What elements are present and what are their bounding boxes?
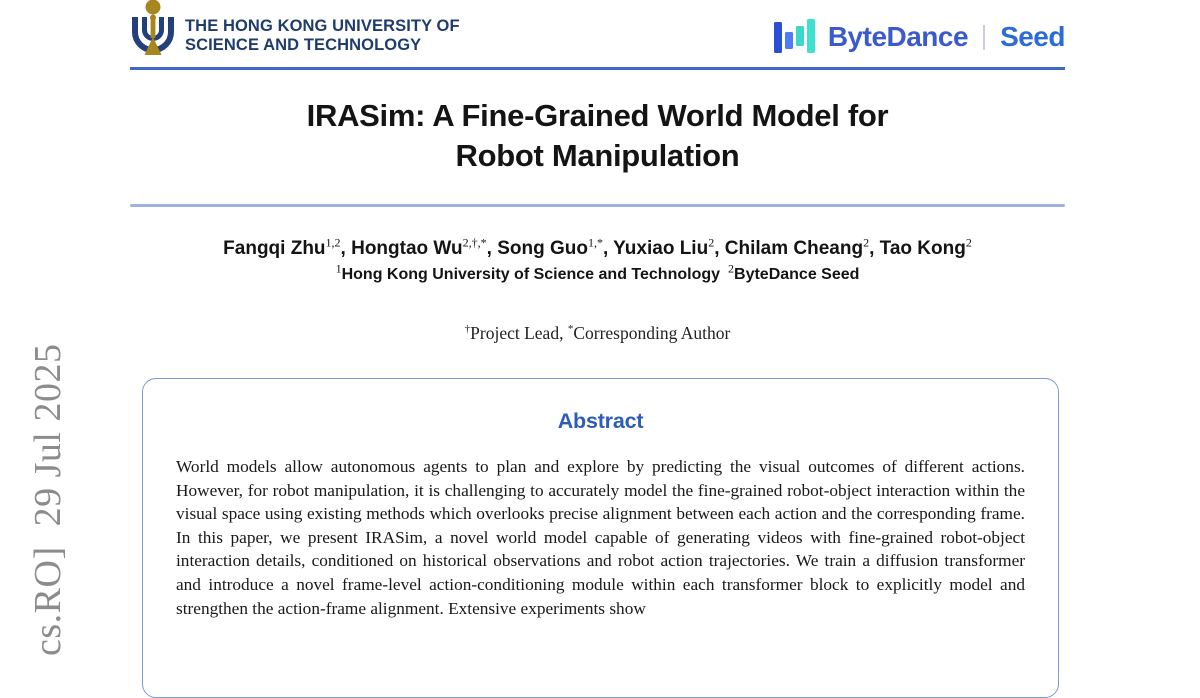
logo-divider [983,25,985,50]
affiliation: $^2$ByteDance Seed [728,261,860,283]
paper-title [130,96,1065,176]
affiliation-list [130,261,1065,284]
paper-title-line2: Robot Manipulation [455,138,740,173]
bytedance-seed-logo [774,17,1065,57]
hkust-name-line2: SCIENCE AND TECHNOLOGY [185,36,422,54]
bytedance-bars-icon [774,17,816,57]
author: Fangqi Zhu$^{1,2}$, [223,235,352,259]
hkust-name-line1: THE HONG KONG UNIVERSITY OF [185,17,460,35]
abstract-heading: Abstract [557,409,644,433]
author: Hongtao $Wu^{2,\dagger,*}$, [351,235,498,259]
bytedance-wordmark: ByteDance [827,21,969,52]
header-rule [130,67,1065,70]
paper-page [130,0,1065,698]
affiliation: $^1$Hong Kong University of Science and Technology [335,261,721,283]
author-footnote: †Project Lead, *Corresponding Author [464,323,731,343]
hkust-logo [130,0,460,60]
abstract-box [142,378,1059,698]
author-list [130,235,1065,260]
paper-title-line1: IRASim: A Fine-Grained World Model for [306,98,889,133]
author: Song Guo$^{1,*}$, [497,235,614,259]
hkust-name [185,0,460,55]
seed-wordmark: Seed [1000,21,1065,52]
arxiv-watermark: cs.RO] 29 Jul 2025 [27,343,69,656]
author: Chilam Cheang$^2$, [724,235,880,259]
header [130,0,1065,62]
author: Yuxiao Liu$^2$, [613,235,725,259]
title-rule [130,204,1065,207]
abstract-body: World models allow autonomous agents to plan and explore by predicting the visual outcomes of different actions. However, for robot manipulation, it is challenging to accurately model the fine-grained robot-object interaction within the visual space using existing methods which overlooks precise alignment between each action and the corresponding frame. In this paper, we present IRASim, a novel world model capable of generating videos with fine-grained robot-object interaction details, conditioned on historical observations and robot action trajectories. We train a diffusion transformer and introduce a novel frame-level action-conditioning module within each transformer block to explicitly model and strengthen the action-frame alignment. Extensive experiments show [176,457,1025,618]
hkust-emblem-icon [130,0,176,60]
author: Tao Kong$^2$ [879,235,972,259]
